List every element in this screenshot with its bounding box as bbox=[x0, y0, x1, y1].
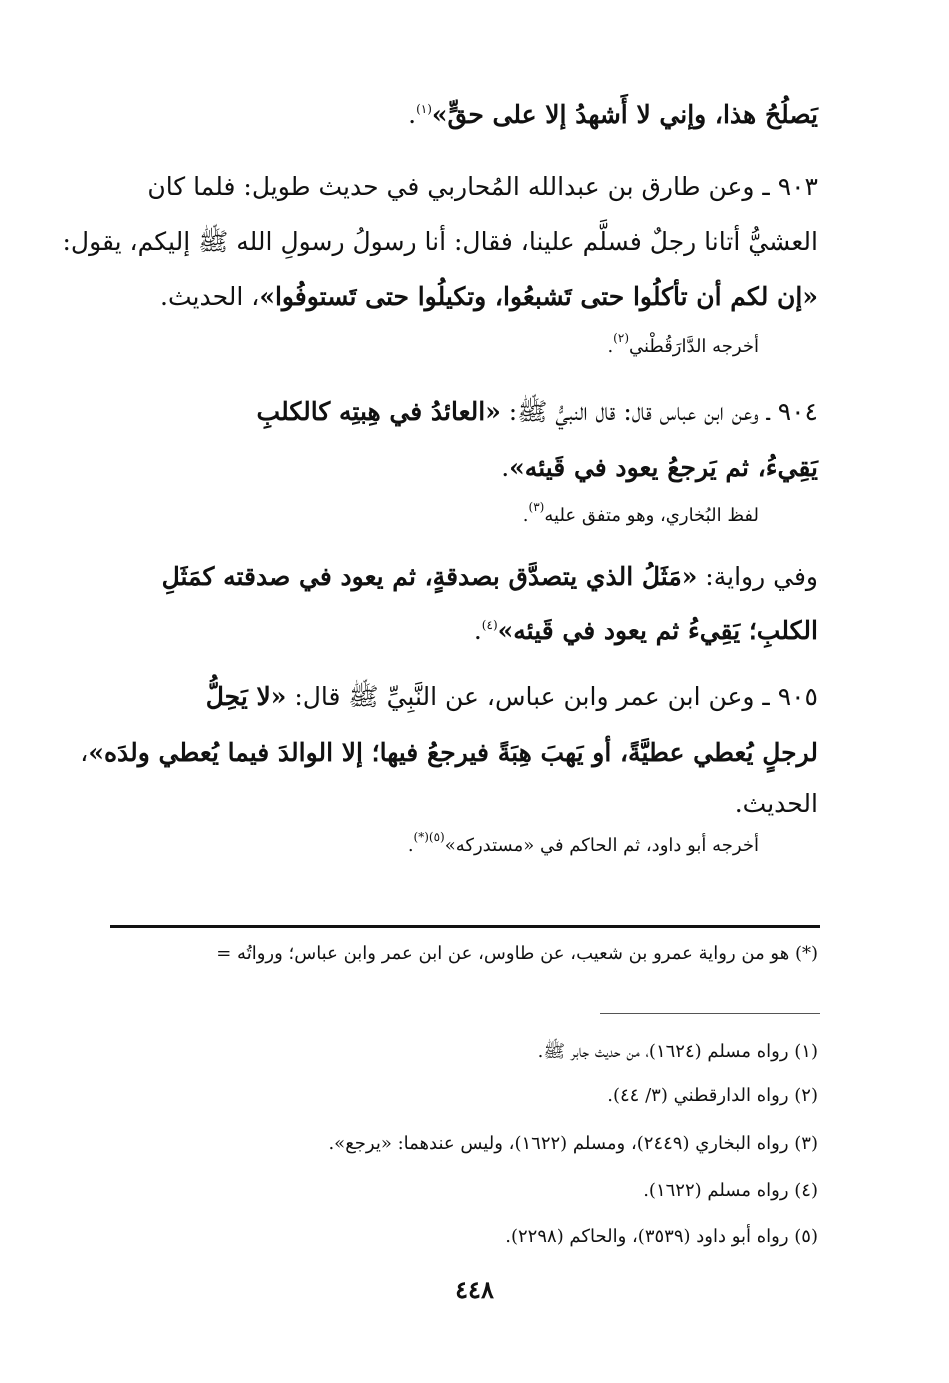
footnote-separator bbox=[110, 925, 820, 928]
text-line-1: يَصلُحُ هذا، وإني لا أَشهدُ إلا على حقٍّ»$^{(١)}$. bbox=[408, 100, 818, 129]
narration-line-1: وفي رواية: «مَثَلُ الذي يتصدَّق بصدقةٍ، ثم يعود في صدقته كمَثَلِ bbox=[161, 562, 818, 591]
hadith-904-line-2: يَقِيءُ، ثم يَرجعُ يعود في قَيئه». bbox=[501, 453, 818, 482]
hadith-904-line-1: ٩٠٤ ـ وعن ابن عباس قال: قال النبيُّ ﷺ: «العائدُ في هِبتِه كالكلبِ bbox=[256, 397, 818, 426]
hadith-903-line-3: «إن لكم أن تأكلُوا حتى تَشبعُوا، وتكيلُوا حتى تَستوفُوا»، الحديث. bbox=[160, 282, 818, 311]
source-note-1: أخرجه الدَّارَقُطْني$^{(٢)}$. bbox=[607, 331, 759, 357]
narration-line-2: الكلبِ؛ يَقِيءُ ثم يعود في قَيئه»$^{(٤)}$. bbox=[473, 616, 818, 645]
footnote-star: (*) هو من رواية عمرو بن شعيب، عن طاوس، عن ابن عمر وابن عباس؛ ورواتُه = bbox=[216, 943, 818, 964]
hadith-905-line-1: ٩٠٥ ـ وعن ابن عمر وابن عباس، عن النَّبِيِّ ﷺ قال: «لا يَحِلُّ bbox=[205, 682, 818, 711]
footnote-5: (٥) رواه أبو داود (٣٥٣٩)، والحاكم (٢٢٩٨). bbox=[505, 1226, 818, 1247]
hadith-905-line-2: لرجلٍ يُعطي عطيَّةً، أو يَهبَ هِبَةً فيرجعُ فيها؛ إلا الوالدَ فيما يُعطي ولدَه»، bbox=[80, 738, 818, 767]
source-note-3: أخرجه أبو داود، ثم الحاكم في «مستدركه»$^{(٥)(*)}$. bbox=[407, 830, 759, 856]
footnote-divider bbox=[600, 1013, 820, 1014]
footnote-1: (١) رواه مسلم (١٦٢٤)، من حديث جابر ﷺ. bbox=[537, 1041, 818, 1062]
hadith-905-line-3: الحديث. bbox=[734, 789, 818, 818]
hadith-903-line-1: ٩٠٣ ـ وعن طارق بن عبدالله المُحاربي في حديث طويل: فلما كان bbox=[147, 172, 818, 201]
footnote-4: (٤) رواه مسلم (١٦٢٢). bbox=[643, 1180, 818, 1201]
footnote-3: (٣) رواه البخاري (٢٤٤٩)، ومسلم (١٦٢٢)، وليس عندهما: «يرجع». bbox=[328, 1133, 818, 1154]
hadith-903-line-2: العشيُّ أتانا رجلٌ فسلَّم علينا، فقال: أنا رسولُ رسولِ الله ﷺ إليكم، يقول: bbox=[62, 227, 818, 256]
source-note-2: لفظ البُخاري، وهو متفق عليه$^{(٣)}$. bbox=[522, 500, 759, 526]
footnote-2: (٢) رواه الدارقطني (٣/ ٤٤). bbox=[607, 1085, 818, 1106]
page-number: ٤٤٨ bbox=[455, 1275, 494, 1304]
